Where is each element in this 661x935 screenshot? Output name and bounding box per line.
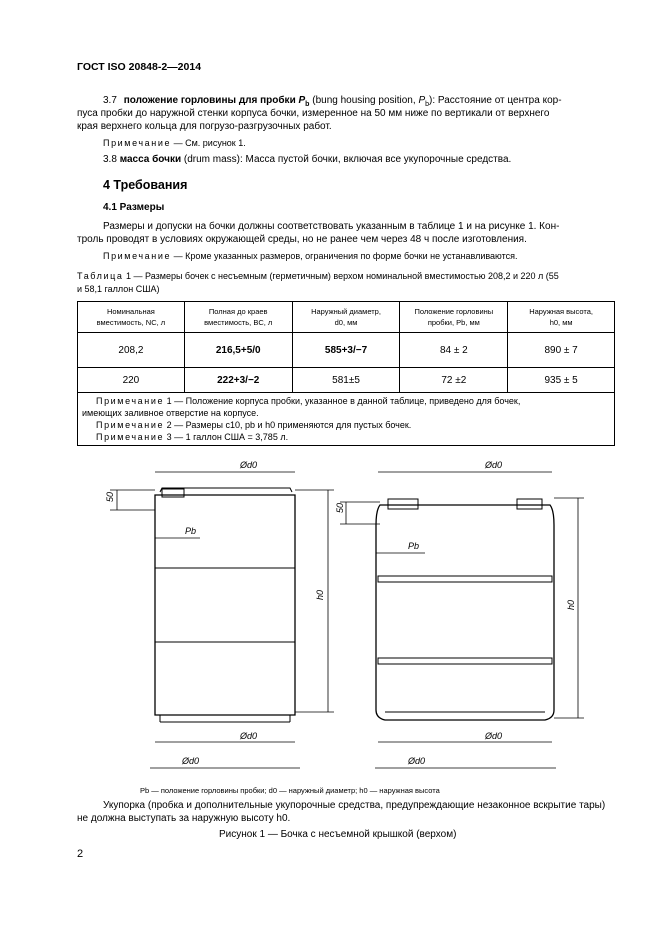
d0-label-mid-right: Ød0 — [485, 731, 503, 741]
cell-bc: 216,5+5/0 — [184, 333, 292, 368]
page-number: 2 — [77, 848, 84, 860]
dim-50-right: 50 — [335, 502, 345, 513]
table-row — [78, 368, 615, 393]
cell-pb: 84 ± 2 — [400, 333, 508, 368]
cell-h0: 890 ± 7 — [508, 333, 615, 368]
cell-nc: 220 — [78, 368, 185, 393]
h0-label-left: h0 — [315, 589, 325, 600]
table-row — [78, 333, 615, 368]
clause-3-7-line3: края верхнего кольца для погрузо-разгрузочных работ. — [77, 121, 332, 132]
header-nominal-capacity: Номинальная вместимость, NC, л — [78, 302, 185, 333]
clause-3-7: 3.7 положение горловины для пробки $P_b$ (bung housing position, $P_b$): Расстояние от центра кор- — [103, 95, 562, 108]
figure-note-line1: Укупорка (пробка и дополнительные укупорочные средства, предупреждающие незаконное вскрытие тары) — [103, 800, 606, 811]
cell-d0: 581±5 — [292, 368, 400, 393]
header-outer-height: Наружная высота, h0, мм — [508, 302, 615, 333]
d0-label-bottom-left: Ød0 — [182, 756, 200, 766]
section-4-1-note: Примечание — Кроме указанных размеров, ограничения по форме бочки не устанавливаются. — [103, 251, 518, 261]
clause-3-8: 3.8 масса бочки (drum mass): Масса пустой бочки, включая все укупорочные средства. — [103, 154, 512, 165]
section-4-1-title: 4.1 Размеры — [103, 202, 165, 213]
cell-h0: 935 ± 5 — [508, 368, 615, 393]
table-caption-line2: и 58,1 галлон США) — [77, 284, 160, 294]
table-caption: Таблица 1 — Размеры бочек с несъемным (герметичным) верхом номинальной вместимостью 208,2 и 220 л (55 — [77, 271, 559, 281]
header-bung-position: Положение горловины пробки, Pb, мм — [400, 302, 508, 333]
cell-d0: 585+3/−7 — [292, 333, 400, 368]
section-4-title: 4 Требования — [103, 178, 188, 192]
header-brimful-capacity: Полная до краев вместимость, BC, л — [184, 302, 292, 333]
drum-front-view — [376, 499, 554, 720]
clause-3-7-note: Примечание — См. рисунок 1. — [103, 138, 246, 148]
figure-note-line2: не должна выступать за наружную высоту h0. — [77, 813, 291, 824]
figure-title: Рисунок 1 — Бочка с несъемной крышкой (верхом) — [219, 829, 457, 840]
h0-label-right: h0 — [566, 599, 576, 610]
table-header-row — [78, 302, 615, 333]
d0-label-mid-left: Ød0 — [240, 731, 258, 741]
dimensions-table — [77, 301, 615, 446]
pb-label-right: Pb — [408, 541, 420, 551]
cell-bc: 222+3/−2 — [184, 368, 292, 393]
clause-3-7-line2: пуса пробки до наружной стенки корпуса бочки, измеренное на 50 мм ниже по вертикали от верхнего — [77, 108, 550, 119]
cell-pb: 72 ±2 — [400, 368, 508, 393]
dim-50-left: 50 — [105, 491, 115, 502]
drum-figure — [90, 450, 610, 780]
section-4-1-line1: Размеры и допуски на бочки должны соответствовать указанным в таблице 1 и на рисунке 1. Кон- — [103, 221, 560, 232]
d0-label-top-left: Ød0 — [240, 460, 258, 470]
term-bung-position: положение горловины для пробки $P_b$ — [123, 95, 310, 108]
section-4-1-line2: троль проводят в условиях окружающей среды, но не ранее чем через 48 ч после изготовления. — [77, 234, 527, 245]
cell-nc: 208,2 — [78, 333, 185, 368]
dimension-lines — [110, 472, 584, 768]
pb-label-left: Pb — [185, 526, 197, 536]
drum-side-view — [155, 488, 295, 722]
header-outer-diameter: Наружный диаметр, d0, мм — [292, 302, 400, 333]
table-notes: Примечание 1 — Положение корпуса пробки, указанное в данной таблице, приведено для бочек, имеющих заливное отверстие на корпусе. Примечание 2 — Размеры c10, pb и h0 применяются для пустых бочек. Примечание 3 — 1 галлон США = 3,785 л. — [78, 393, 615, 446]
d0-label-bottom-right: Ød0 — [408, 756, 426, 766]
d0-label-top-right: Ød0 — [485, 460, 503, 470]
table-notes-row — [78, 393, 615, 446]
document-header: ГОСТ ISO 20848-2—2014 — [77, 61, 202, 73]
figure-legend: Pb — положение горловины пробки; d0 — наружный диаметр; h0 — наружная высота — [140, 786, 440, 795]
